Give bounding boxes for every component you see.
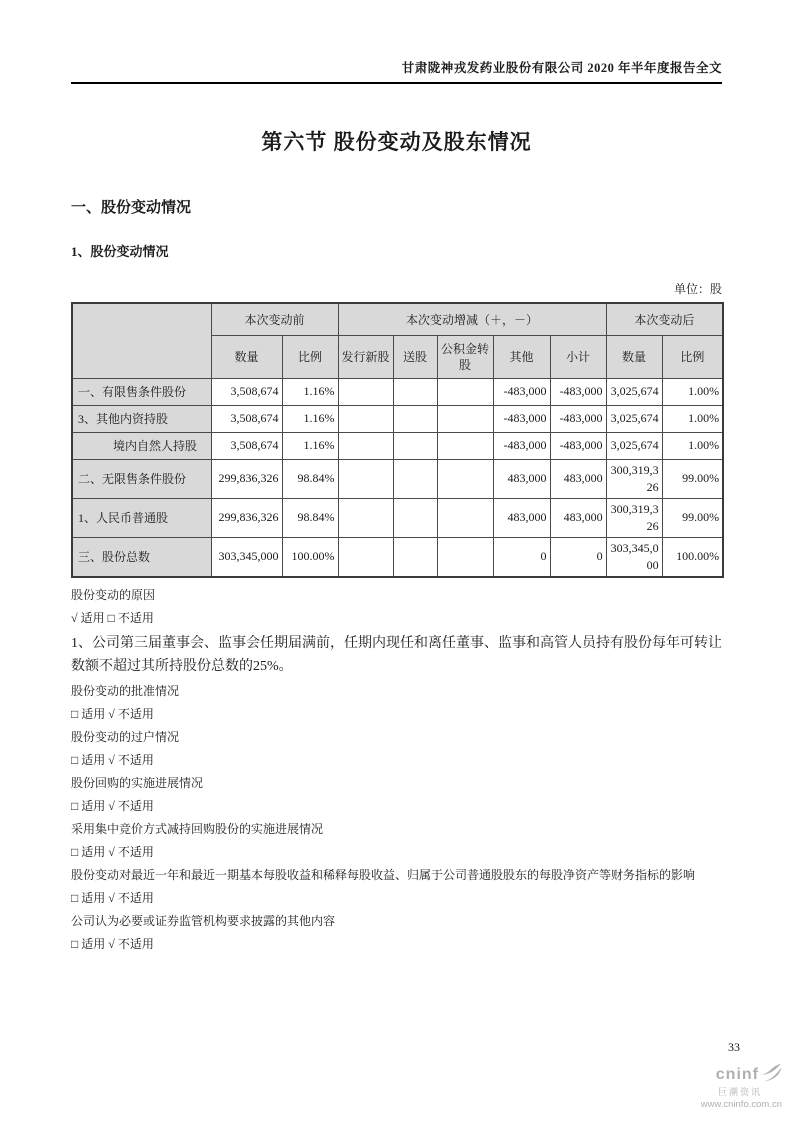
- table-cell: [338, 432, 393, 459]
- table-cell: -483,000: [493, 432, 550, 459]
- unit-label: 单位：股: [673, 282, 722, 296]
- cninfo-logo: [701, 1063, 782, 1110]
- table-cell: -483,000: [493, 378, 550, 405]
- column-header: 小计: [550, 335, 606, 378]
- table-cell: [437, 459, 493, 498]
- table-group-header-row: [72, 303, 723, 335]
- note-label: 公司认为必要或证券监管机构要求披露的其他内容: [71, 913, 336, 928]
- table-cell: 303,345,000: [606, 537, 662, 577]
- group-header-change: 本次变动增减（＋，－）: [338, 303, 606, 335]
- table-row: [72, 378, 723, 405]
- notes-section: [71, 584, 722, 956]
- table-cell: 1.00%: [662, 405, 723, 432]
- column-header: 其他: [493, 335, 550, 378]
- note-label: 股份变动的批准情况: [71, 683, 180, 698]
- table-cell: [437, 537, 493, 577]
- table-row: [72, 498, 723, 537]
- row-label: 二、无限售条件股份: [72, 459, 211, 498]
- table-cell: 99.00%: [662, 459, 723, 498]
- table-cell: 3,508,674: [211, 432, 282, 459]
- column-header: 比例: [282, 335, 338, 378]
- table-cell: 483,000: [550, 459, 606, 498]
- note-option: □ 适用 √ 不适用: [71, 936, 154, 951]
- table-cell: 1.16%: [282, 432, 338, 459]
- column-header: 送股: [393, 335, 437, 378]
- note-label: 股份变动的过户情况: [71, 729, 180, 744]
- table-cell: 3,508,674: [211, 378, 282, 405]
- table-cell: [437, 405, 493, 432]
- table-cell: -483,000: [493, 405, 550, 432]
- table-cell: 100.00%: [282, 537, 338, 577]
- table-cell: -483,000: [550, 378, 606, 405]
- table-cell: [338, 378, 393, 405]
- table-row: [72, 459, 723, 498]
- column-header: 数量: [211, 335, 282, 378]
- table-cell: 3,025,674: [606, 432, 662, 459]
- table-cell: 300,319,326: [606, 498, 662, 537]
- note-label: 股份回购的实施进展情况: [71, 775, 204, 790]
- table-cell: [338, 459, 393, 498]
- note-option: □ 适用 √ 不适用: [71, 752, 154, 767]
- note-label: 股份变动对最近一年和最近一期基本每股收益和稀释每股收益、归属于公司普通股股东的每股净资产等财务指标的影响: [71, 867, 696, 882]
- table-cell: [393, 378, 437, 405]
- row-label: 境内自然人持股: [72, 432, 211, 459]
- table-cell: 483,000: [493, 459, 550, 498]
- table-cell: 1.00%: [662, 432, 723, 459]
- cninfo-logo-text: cninf: [715, 1066, 759, 1083]
- note-option: □ 适用 √ 不适用: [71, 798, 154, 813]
- table-cell: 3,025,674: [606, 405, 662, 432]
- table-cell: 99.00%: [662, 498, 723, 537]
- table-cell: 303,345,000: [211, 537, 282, 577]
- share-change-table: [71, 302, 724, 578]
- page-number: 33: [728, 1040, 740, 1054]
- table-cell: 483,000: [550, 498, 606, 537]
- note-label: 采用集中竞价方式减持回购股份的实施进展情况: [71, 821, 324, 836]
- table-cell: -483,000: [550, 405, 606, 432]
- table-cell: [393, 498, 437, 537]
- table-cell: [393, 432, 437, 459]
- note-option: √ 适用 □ 不适用: [71, 610, 154, 625]
- table-cell: 483,000: [493, 498, 550, 537]
- table-cell: 300,319,326: [606, 459, 662, 498]
- section-heading: 一、股份变动情况: [71, 200, 192, 216]
- note-option: □ 适用 √ 不适用: [71, 706, 154, 721]
- table-cell: -483,000: [550, 432, 606, 459]
- group-header-after: 本次变动后: [606, 303, 723, 335]
- table-cell: 100.00%: [662, 537, 723, 577]
- note-option: □ 适用 √ 不适用: [71, 890, 154, 905]
- table-row: [72, 405, 723, 432]
- table-row: [72, 537, 723, 577]
- table-cell: [338, 405, 393, 432]
- table-cell: 299,836,326: [211, 498, 282, 537]
- table-cell: [437, 378, 493, 405]
- table-cell: 1.00%: [662, 378, 723, 405]
- table-cell: 98.84%: [282, 498, 338, 537]
- subsection-heading: 1、股份变动情况: [71, 244, 169, 259]
- table-cell: [338, 498, 393, 537]
- table-cell: 98.84%: [282, 459, 338, 498]
- table-cell: [393, 537, 437, 577]
- row-label: 一、有限售条件股份: [72, 378, 211, 405]
- page-title: 第六节 股份变动及股东情况: [261, 130, 532, 154]
- note-option: □ 适用 √ 不适用: [71, 844, 154, 859]
- table-cell: [437, 498, 493, 537]
- table-cell: [338, 537, 393, 577]
- group-header-before: 本次变动前: [211, 303, 338, 335]
- table-cell: 1.16%: [282, 405, 338, 432]
- table-cell: 0: [550, 537, 606, 577]
- column-header: 比例: [662, 335, 723, 378]
- table-cell: 299,836,326: [211, 459, 282, 498]
- row-label: 1、人民币普通股: [72, 498, 211, 537]
- table-cell: [393, 405, 437, 432]
- cninfo-logo-top: [716, 1063, 782, 1087]
- note-paragraph: 1、公司第三届董事会、监事会任期届满前，任期内现任和离任董事、监事和高管人员持有股份每年可转让数额不超过其所持股份总数的25%。: [71, 635, 722, 674]
- row-label: 3、其他内资持股: [72, 405, 211, 432]
- running-header: 甘肃陇神戎发药业股份有限公司 2020 年半年度报告全文: [71, 0, 722, 84]
- column-header: 公积金转股: [437, 335, 493, 378]
- cninfo-swoosh-icon: [760, 1063, 782, 1087]
- table-cell: [393, 459, 437, 498]
- note-label: 股份变动的原因: [71, 587, 156, 602]
- table-row: [72, 432, 723, 459]
- cninfo-logo-url: www.cninfo.com.cn: [700, 1099, 782, 1110]
- table-cell: 1.16%: [282, 378, 338, 405]
- table-cell: 3,025,674: [606, 378, 662, 405]
- table-cell: 3,508,674: [211, 405, 282, 432]
- table-corner-cell: [72, 303, 211, 378]
- table-cell: 0: [493, 537, 550, 577]
- row-label: 三、股份总数: [72, 537, 211, 577]
- cninfo-logo-subtext: 巨潮资讯: [717, 1087, 762, 1097]
- column-header: 数量: [606, 335, 662, 378]
- table-cell: [437, 432, 493, 459]
- column-header: 发行新股: [338, 335, 393, 378]
